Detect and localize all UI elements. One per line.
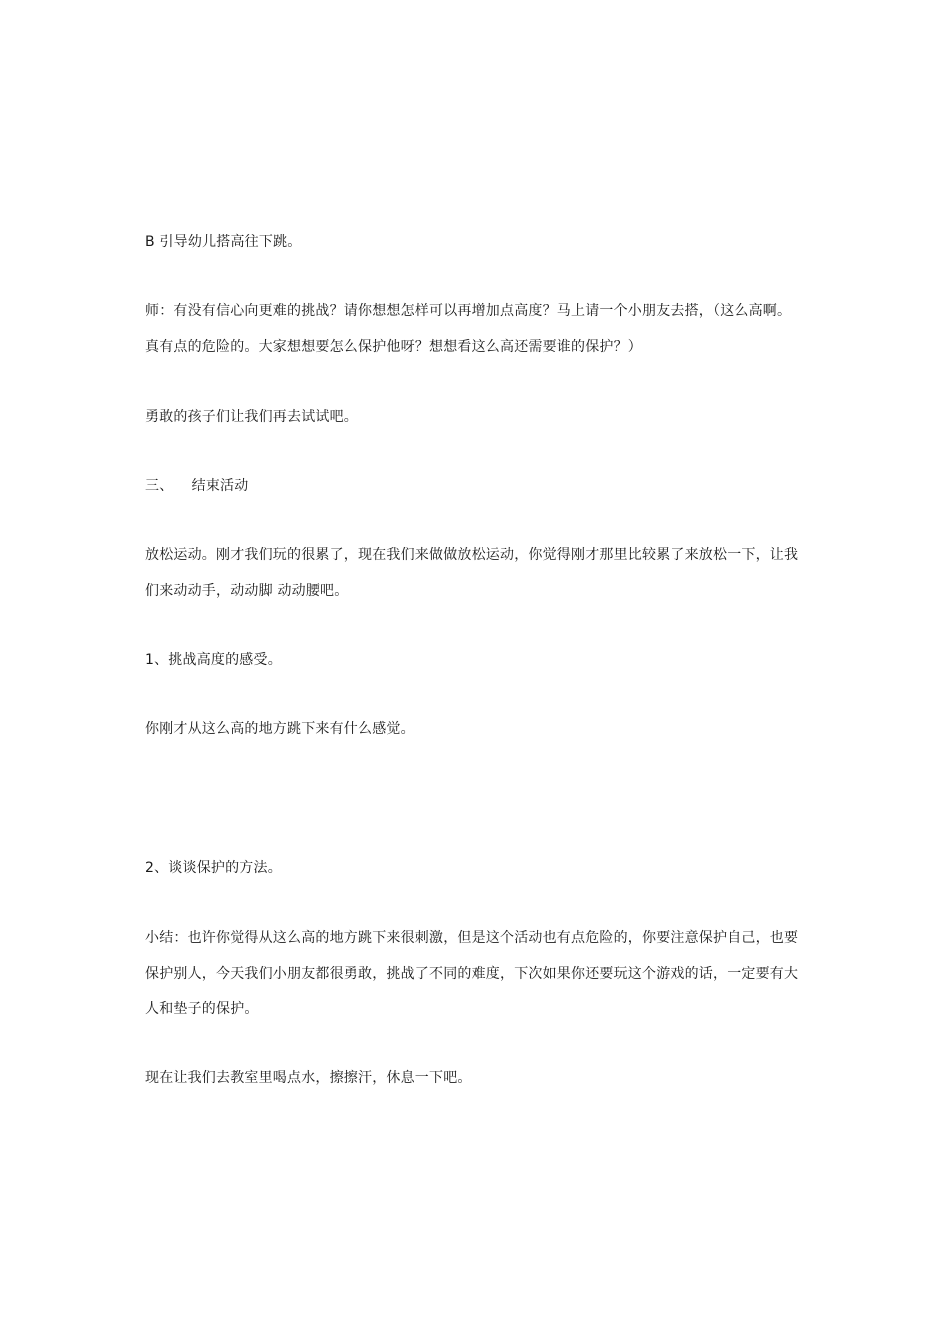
summary-paragraph-line-3: 人和垫子的保护。 <box>145 1001 259 1017</box>
item-b-label: B <box>145 234 155 250</box>
point-1-heading <box>145 651 815 669</box>
point-1-number: 1 <box>145 652 155 668</box>
closing-paragraph: 现在让我们去教室里喝点水，擦擦汗，休息一下吧。 <box>145 1070 472 1086</box>
item-b-paragraph <box>145 233 815 251</box>
point-2-heading <box>145 859 815 877</box>
section-three-title: 结束活动 <box>191 478 249 494</box>
question-paragraph: 你刚才从这么高的地方跳下来有什么感觉。 <box>145 721 415 737</box>
section-three-number: 三、 <box>145 478 174 494</box>
teacher-paragraph-line-2: 真有点的危险的。大家想想要怎么保护他呀？想想看这么高还需要谁的保护？） <box>145 339 642 355</box>
summary-paragraph-line-1: 小结：也许你觉得从这么高的地方跳下来很刺激，但是这个活动也有点危险的，你要注意保护自己，也要 <box>145 930 799 946</box>
point-2-text: 、谈谈保护的方法。 <box>154 860 282 876</box>
summary-paragraph-line-2: 保护别人，今天我们小朋友都很勇敢，挑战了不同的难度，下次如果你还要玩这个游戏的话，一定要有大 <box>145 966 799 982</box>
brave-paragraph: 勇敢的孩子们让我们再去试试吧。 <box>145 409 358 425</box>
relax-paragraph-line-1: 放松运动。刚才我们玩的很累了，现在我们来做做放松运动，你觉得刚才那里比较累了来放松一下，让我 <box>145 547 799 563</box>
point-2-number: 2 <box>145 860 155 876</box>
relax-paragraph-line-2: 们来动动手，动动脚 动动腰吧。 <box>145 583 349 599</box>
teacher-paragraph-line-1: 师：有没有信心向更难的挑战？请你想想怎样可以再增加点高度？马上请一个小朋友去搭，（这么高啊。 <box>145 303 792 319</box>
item-b-text: 引导幼儿搭高往下跳。 <box>159 234 302 250</box>
section-three-heading <box>145 477 815 495</box>
point-1-text: 、挑战高度的感受。 <box>154 652 282 668</box>
